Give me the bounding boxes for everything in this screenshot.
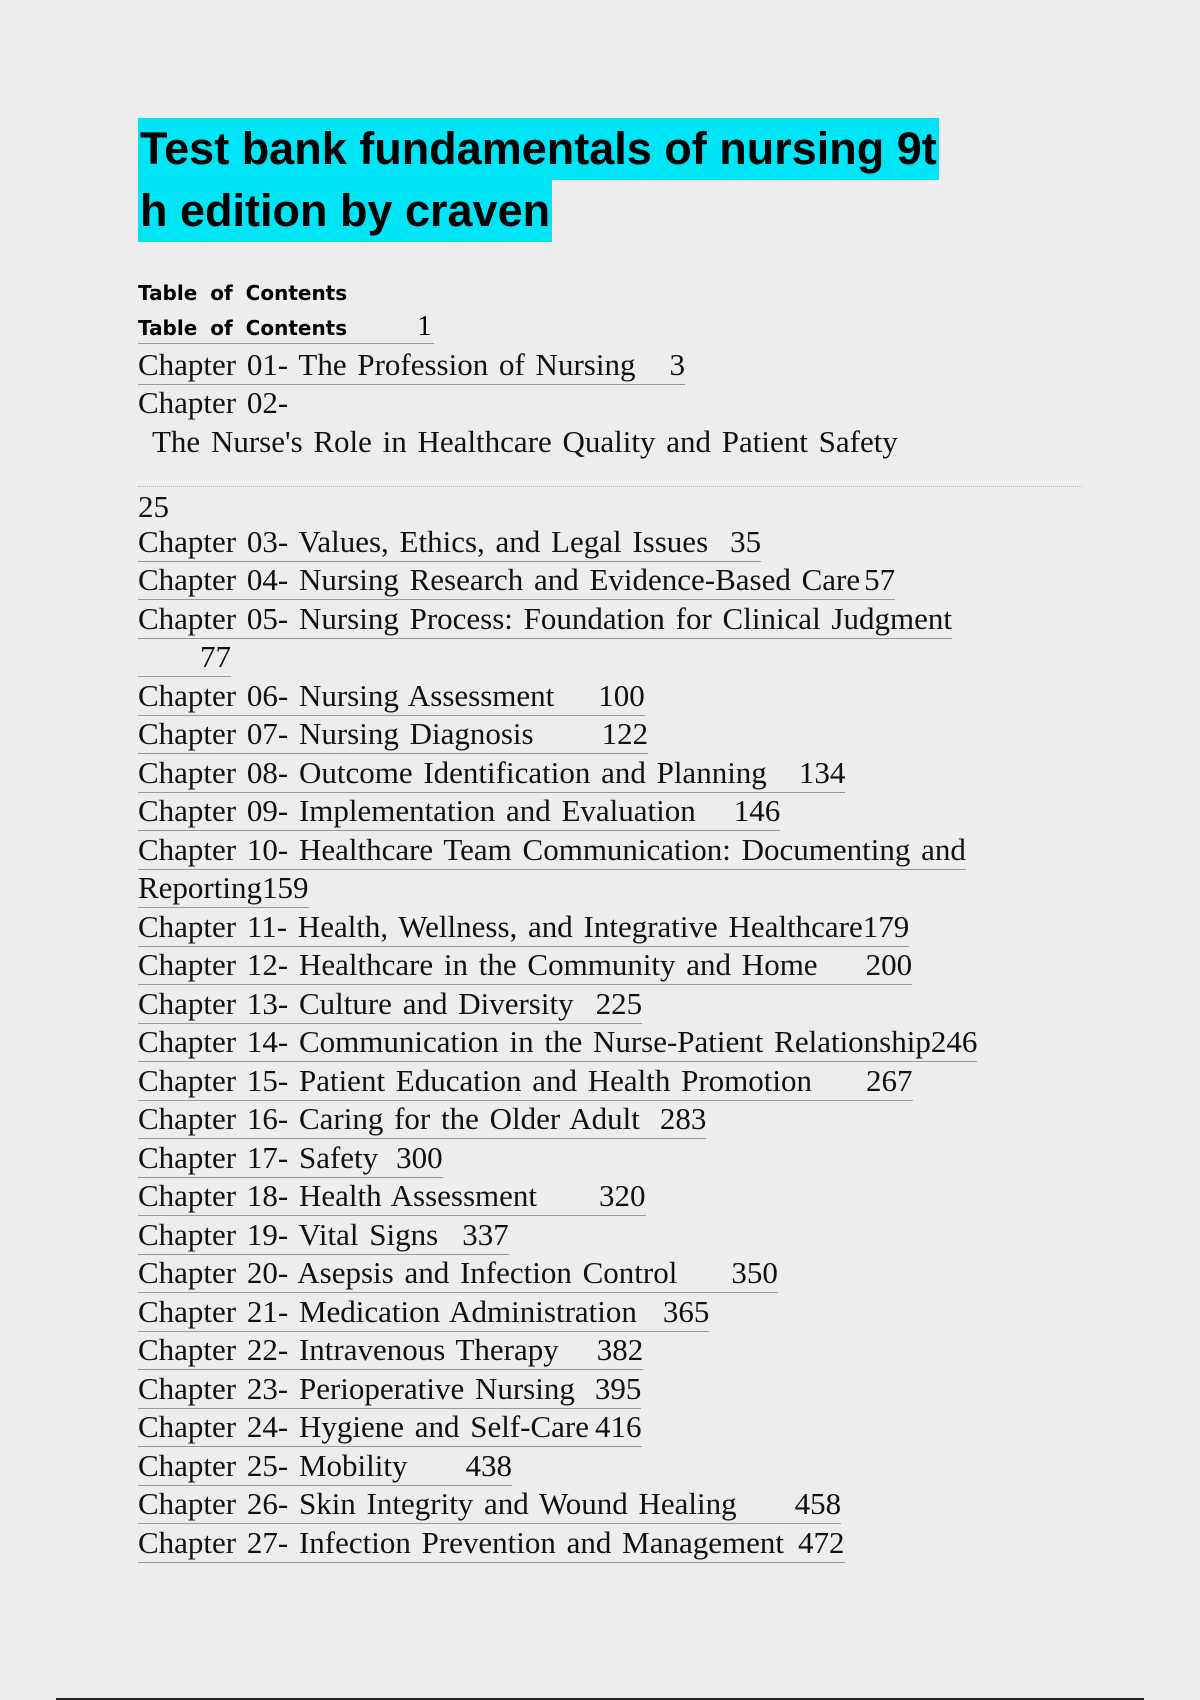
toc-entry-chapter-15[interactable] xyxy=(138,1062,913,1101)
toc-entry-chapter-02-page[interactable] xyxy=(138,488,169,526)
chapter-title: Chapter 13- Culture and Diversity xyxy=(138,986,574,1021)
chapter-title-line-1: Chapter 02- xyxy=(138,385,289,420)
chapter-page: 416 xyxy=(595,1409,642,1444)
chapter-title: Chapter 17- Safety xyxy=(138,1140,379,1175)
toc-entry-chapter-07[interactable] xyxy=(138,715,648,754)
chapter-page: 472 xyxy=(798,1525,845,1560)
chapter-title-line-2: Reporting xyxy=(138,870,262,905)
chapter-page: 395 xyxy=(594,1371,642,1406)
chapter-page: 320 xyxy=(599,1178,646,1213)
chapter-title: Chapter 20- Asepsis and Infection Control xyxy=(138,1255,678,1290)
toc-entry-chapter-05-page[interactable] xyxy=(138,638,231,677)
chapter-title: Chapter 15- Patient Education and Health Promotion xyxy=(138,1063,813,1098)
toc-entry-label: Table of Contents xyxy=(138,316,348,340)
toc-entry-chapter-17[interactable] xyxy=(138,1139,443,1178)
toc-entry-chapter-13[interactable] xyxy=(138,985,642,1024)
chapter-title: Chapter 05- Nursing Process: Foundation for Clinical Judgment xyxy=(138,601,952,636)
chapter-page: 458 xyxy=(794,1486,842,1521)
chapter-title: Chapter 07- Nursing Diagnosis xyxy=(138,716,534,751)
chapter-page: 350 xyxy=(731,1255,778,1290)
chapter-title: Chapter 11- Health, Wellness, and Integrative Healthcare xyxy=(138,909,863,944)
chapter-page: 382 xyxy=(596,1332,644,1367)
chapter-page: 438 xyxy=(465,1448,512,1483)
toc-entry-chapter-08[interactable] xyxy=(138,754,845,793)
chapter-title: Chapter 27- Infection Prevention and Management xyxy=(138,1525,784,1560)
chapter-title: Chapter 09- Implementation and Evaluation xyxy=(138,793,696,828)
chapter-title: Chapter 16- Caring for the Older Adult xyxy=(138,1101,640,1136)
chapter-page: 365 xyxy=(662,1294,710,1329)
chapter-page: 246 xyxy=(930,1024,978,1059)
chapter-title: Chapter 22- Intravenous Therapy xyxy=(138,1332,559,1367)
chapter-page: 77 xyxy=(200,639,231,674)
toc-entry-chapter-02[interactable] xyxy=(138,384,288,422)
toc-entry-chapter-14[interactable] xyxy=(138,1023,977,1062)
chapter-title: Chapter 23- Perioperative Nursing xyxy=(138,1371,575,1406)
chapter-title: Chapter 08- Outcome Identification and Planning xyxy=(138,755,767,790)
toc-entry-chapter-25[interactable] xyxy=(138,1447,512,1486)
toc-entry-page: 1 xyxy=(417,310,432,342)
title-line-1: Test bank fundamentals of nursing 9t xyxy=(138,118,939,180)
toc-entry-chapter-20[interactable] xyxy=(138,1254,778,1293)
chapter-page: 57 xyxy=(864,562,896,597)
chapter-page: 225 xyxy=(595,986,643,1021)
chapter-page: 200 xyxy=(865,947,913,982)
chapter-page: 300 xyxy=(396,1140,443,1175)
chapter-page: 337 xyxy=(462,1217,509,1252)
toc-entry-chapter-18[interactable] xyxy=(138,1177,646,1216)
toc-entry-chapter-10[interactable] xyxy=(138,831,966,870)
chapter-title: Chapter 04- Nursing Research and Evidence-Based Care xyxy=(138,562,861,597)
chapter-title: Chapter 06- Nursing Assessment xyxy=(138,678,555,713)
chapter-page: 100 xyxy=(598,678,645,713)
toc-entry-chapter-19[interactable] xyxy=(138,1216,509,1255)
dotted-leader xyxy=(138,486,1082,487)
toc-entry-chapter-21[interactable] xyxy=(138,1293,709,1332)
chapter-title: Chapter 21- Medication Administration xyxy=(138,1294,637,1329)
toc-entry-chapter-04[interactable] xyxy=(138,561,895,600)
toc-entry-chapter-26[interactable] xyxy=(138,1485,841,1524)
chapter-title: Chapter 03- Values, Ethics, and Legal Issues xyxy=(138,524,709,559)
chapter-page: 146 xyxy=(733,793,781,828)
chapter-title: Chapter 14- Communication in the Nurse-Patient Relationship xyxy=(138,1024,931,1059)
chapter-page: 3 xyxy=(669,347,685,382)
chapter-page: 267 xyxy=(866,1063,913,1098)
chapter-page: 283 xyxy=(659,1101,707,1136)
chapter-title: Chapter 24- Hygiene and Self-Care xyxy=(138,1409,590,1444)
chapter-title: Chapter 19- Vital Signs xyxy=(138,1217,439,1252)
chapter-title-line-2: The Nurse's Role in Healthcare Quality and Patient Safety xyxy=(152,424,898,459)
chapter-page: 122 xyxy=(601,716,649,751)
toc-entry-chapter-01[interactable] xyxy=(138,346,685,385)
chapter-page: 134 xyxy=(798,755,846,790)
toc-entry-chapter-27[interactable] xyxy=(138,1524,845,1563)
toc-entry-chapter-22[interactable] xyxy=(138,1331,643,1370)
toc-entry-chapter-06[interactable] xyxy=(138,677,645,716)
toc-entry-chapter-10-cont[interactable] xyxy=(138,869,309,908)
chapter-page: 179 xyxy=(862,909,910,944)
chapter-page: 35 xyxy=(730,524,762,559)
toc-entry-chapter-16[interactable] xyxy=(138,1100,706,1139)
toc-entry-contents[interactable] xyxy=(138,310,434,344)
chapter-page: 25 xyxy=(138,489,169,524)
toc-entry-chapter-03[interactable] xyxy=(138,523,761,562)
toc-heading: Table of Contents xyxy=(138,281,348,305)
chapter-title: Chapter 25- Mobility xyxy=(138,1448,408,1483)
toc-entry-chapter-11[interactable] xyxy=(138,908,909,947)
toc-entry-chapter-02-cont[interactable] xyxy=(152,423,898,461)
toc-entry-chapter-23[interactable] xyxy=(138,1370,641,1409)
chapter-page: 159 xyxy=(262,870,309,905)
toc-entry-chapter-24[interactable] xyxy=(138,1408,642,1447)
chapter-title: Chapter 01- The Profession of Nursing xyxy=(138,347,636,382)
chapter-title: Chapter 18- Health Assessment xyxy=(138,1178,538,1213)
chapter-title: Chapter 26- Skin Integrity and Wound Healing xyxy=(138,1486,737,1521)
toc-entry-chapter-09[interactable] xyxy=(138,792,780,831)
title-line-2: h edition by craven xyxy=(138,180,552,242)
toc-entry-chapter-05[interactable] xyxy=(138,600,952,639)
chapter-title-line-1: Chapter 10- Healthcare Team Communication: Documenting and xyxy=(138,832,966,867)
chapter-title: Chapter 12- Healthcare in the Community and Home xyxy=(138,947,818,982)
document-title xyxy=(138,118,1058,242)
toc-entry-chapter-12[interactable] xyxy=(138,946,912,985)
